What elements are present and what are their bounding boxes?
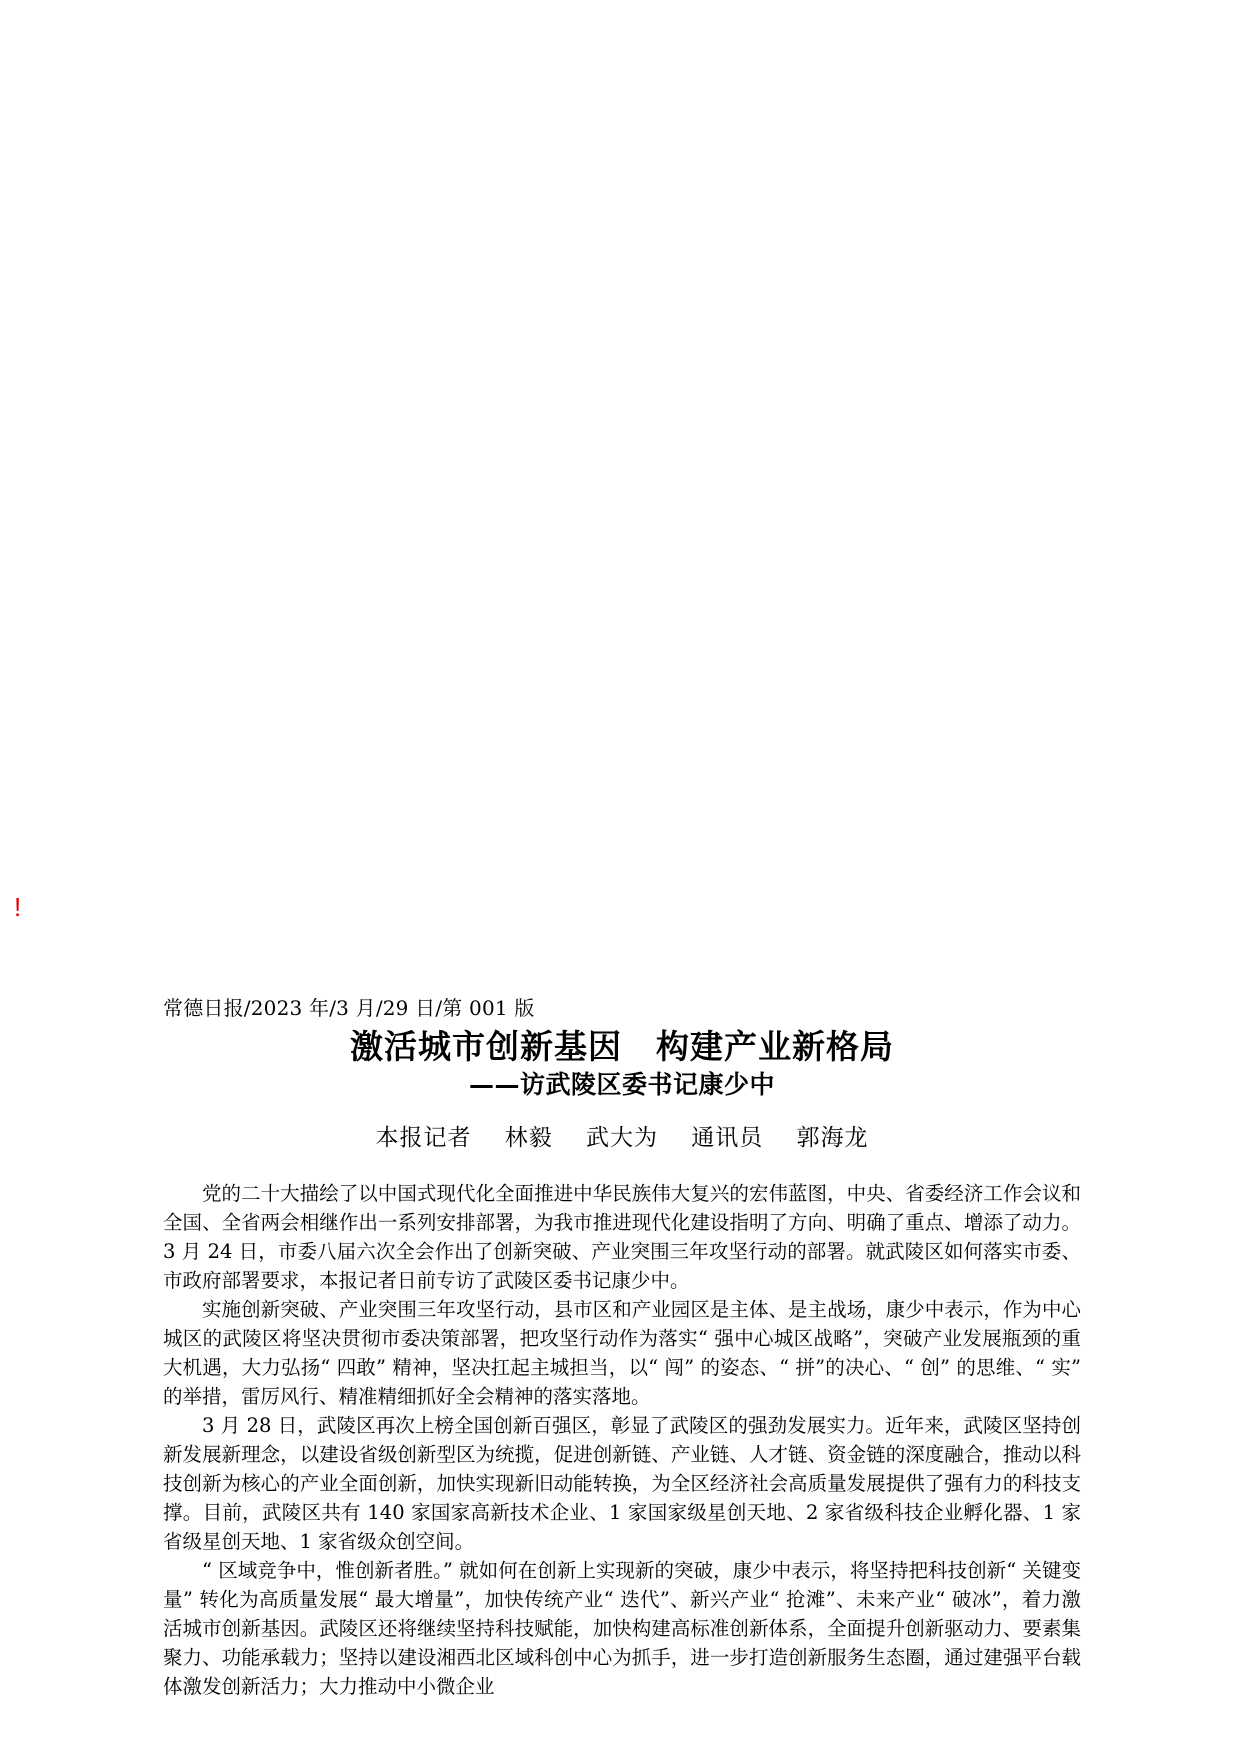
article-title: 激活城市创新基因 构建产业新格局 [350, 1027, 894, 1066]
paragraph-4: “ 区域竞争中，惟创新者胜。” 就如何在创新上实现新的突破，康少中表示，将坚持把科技创新“ 关键变量” 转化为高质量发展“ 最大增量”，加快传统产业“ 迭代”、新兴产业“ 抢滩”、未来产业“ 破冰”，着力激活城市创新基因。武陵区还将继续坚持科技赋能，加快构建高标准创新体系，全面提升创新驱动力、要素集聚力、功能承载力；坚持以建设湘西北区域科创中心为抓手，进一步打造创新服务生态圈，通过建强平台载体激发创新活力；大力推动中小微企业 [163, 1559, 1081, 1698]
article-body [163, 1179, 1081, 1701]
paragraph-2: 实施创新突破、产业突围三年攻坚行动，县市区和产业园区是主体、是主战场，康少中表示，作为中心城区的武陵区将坚决贯彻市委决策部署，把攻坚行动作为落实“ 强中心城区战略”，突破产业发展瓶颈的重大机遇，大力弘扬“ 四敢” 精神，坚决扛起主城担当，以“ 闯” 的姿态、“ 拼”的决心、“ 创” 的思维、“ 实” 的举措，雷厉风行、精准精细抓好全会精神的落实落地。 [163, 1298, 1081, 1408]
source-line: 常德日报/2023 年/3 月/29 日/第 001 版 [163, 996, 535, 1020]
paragraph-3: 3 月 28 日，武陵区再次上榜全国创新百强区，彰显了武陵区的强劲发展实力。近年来，武陵区坚持创新发展新理念，以建设省级创新型区为统揽，促进创新链、产业链、人才链、资金链的深度融合，推动以科技创新为核心的产业全面创新，加快实现新旧动能转换，为全区经济社会高质量发展提供了强有力的科技支撑。目前，武陵区共有 140 家国家高新技术企业、1 家国家级星创天地、2 家省级科技企业孵化器、1 家省级星创天地、1 家省级众创空间。 [163, 1414, 1081, 1553]
red-exclamation-mark: ! [14, 892, 22, 922]
article-subtitle: ——访武陵区委书记康少中 [468, 1070, 775, 1099]
news-article [163, 994, 1081, 1701]
byline: 本报记者 林毅 武大为 通讯员 郭海龙 [375, 1125, 869, 1151]
paragraph-1: 党的二十大描绘了以中国式现代化全面推进中华民族伟大复兴的宏伟蓝图，中央、省委经济工作会议和全国、全省两会相继作出一系列安排部署，为我市推进现代化建设指明了方向、明确了重点、增添了动力。3 月 24 日，市委八届六次全会作出了创新突破、产业突围三年攻坚行动的部署。就武陵区如何落实市委、市政府部署要求，本报记者日前专访了武陵区委书记康少中。 [163, 1182, 1081, 1292]
